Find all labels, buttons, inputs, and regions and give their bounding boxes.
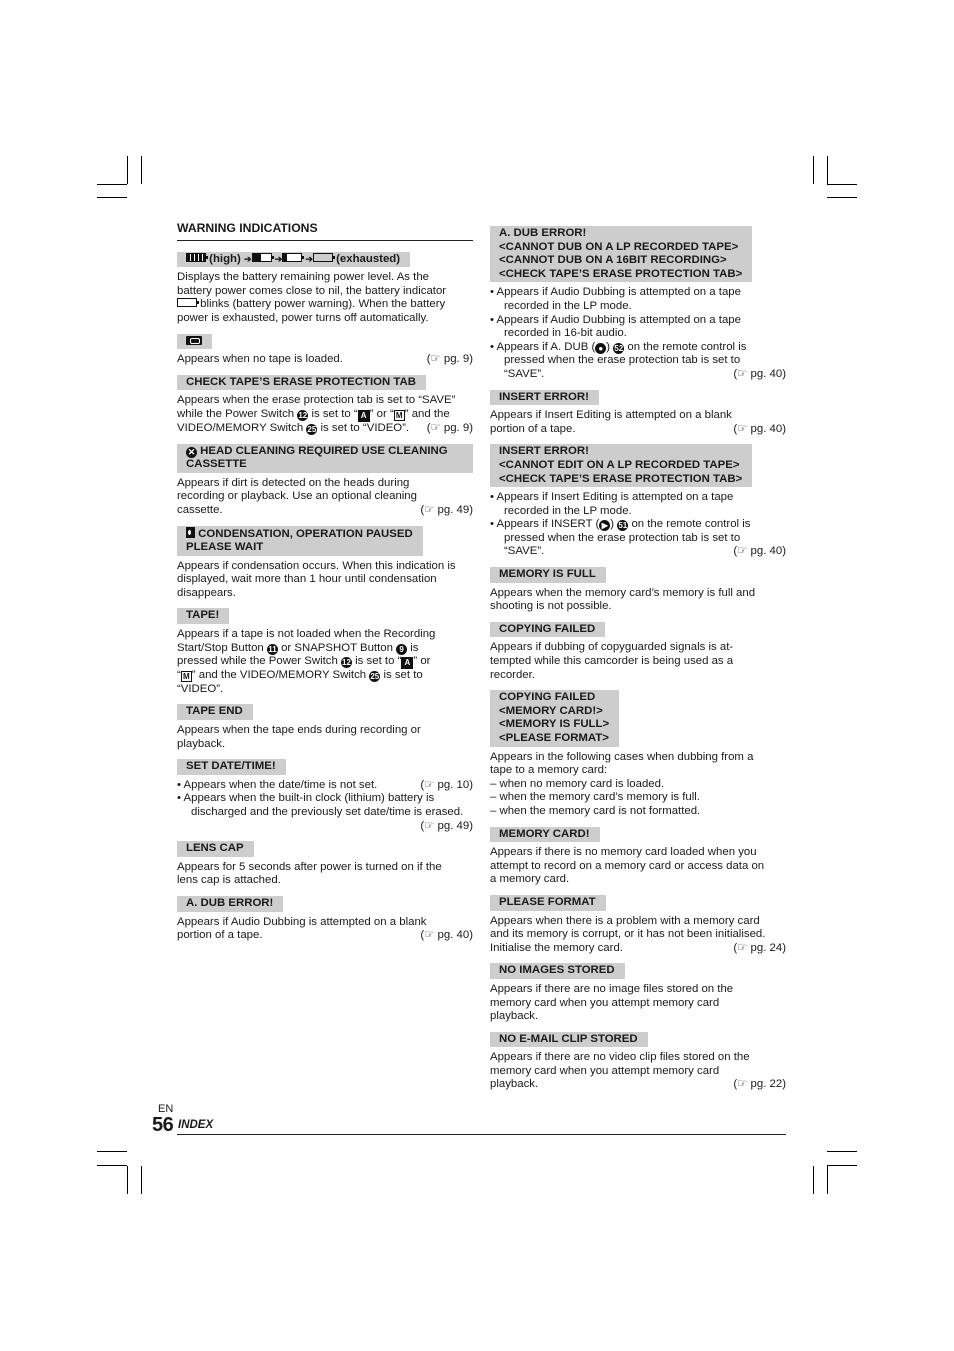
copying-failed-detail-description: Appears in the following cases when dubbing from a tape to a memory card: – when no memory card is loaded. – when the memory card’s memory is full. – when the memory card is not formatted. <box>490 750 754 817</box>
adub-error-tag: A. DUB ERROR! <box>177 896 283 912</box>
crop-mark <box>141 1166 142 1194</box>
auto-mode-icon: A <box>401 657 413 669</box>
crop-mark <box>827 1166 828 1194</box>
number-52-icon: 52 <box>614 343 624 353</box>
right-column <box>490 226 786 1100</box>
crop-mark <box>827 156 828 184</box>
adub-error-list <box>490 286 786 381</box>
list-item: • Appears if A. DUB ( ● ) 52 on the remote control is pressed when the erase protection tab is set to (☞ pg. 40) “SAVE”. <box>490 340 786 380</box>
battery-full-icon <box>186 253 206 262</box>
lens-cap-description: Appears for 5 seconds after power is turned on if the lens cap is attached. <box>177 860 442 887</box>
arrow-icon: ➔ <box>305 253 313 264</box>
please-format-tag: PLEASE FORMAT <box>490 895 606 911</box>
no-email-clip-block <box>490 1032 786 1092</box>
condensation-tag: CONDENSATION, OPERATION PAUSED PLEASE WAIT <box>177 526 423 556</box>
condensation-description: Appears if condensation occurs. When this indication is displayed, wait more than 1 hour until condensation disappears. <box>177 559 456 599</box>
left-column <box>177 222 473 951</box>
tape-end-tag: TAPE END <box>177 704 253 720</box>
head-cleaning-icon: ✕ <box>187 446 196 457</box>
no-images-block <box>490 963 786 1023</box>
no-images-tag: NO IMAGES STORED <box>490 963 625 979</box>
lens-cap-tag: LENS CAP <box>177 841 254 857</box>
erase-protection-block <box>177 375 473 436</box>
set-date-tag: SET DATE/TIME! <box>177 759 286 775</box>
set-date-list <box>177 779 473 833</box>
copying-failed-block <box>490 622 786 682</box>
arrow-icon: ➔ <box>274 253 283 264</box>
memory-card-description: Appears if there is no memory card loaded when you attempt to record on a memory card or access data on a memory card. <box>490 846 765 886</box>
insert-error-detail-tag: INSERT ERROR! <CANNOT EDIT ON A LP RECORDED TAPE> <CHECK TAPE’S ERASE PROTECTION TAB> <box>490 444 752 487</box>
number-25-icon: 25 <box>370 672 380 682</box>
memory-card-block <box>490 827 786 887</box>
crop-mark <box>827 1151 857 1152</box>
erase-protection-description: Appears when the erase protection tab is set to “SAVE” while the Power Switch 12 is set to “ A ” or “ M ” and the (☞ pg. 9) VIDEO/MEMORY Switch 25 is set to “VIDEO”. <box>177 394 473 434</box>
head-cleaning-tag: ✕ HEAD CLEANING REQUIRED USE CLEANING CASSETTE <box>177 444 473 473</box>
please-format-block <box>490 895 786 955</box>
battery-mid-icon <box>252 253 272 262</box>
no-tape-block <box>177 334 473 367</box>
crop-mark <box>97 1151 127 1152</box>
tape-end-block <box>177 704 473 751</box>
list-item: (☞ pg. 10) • Appears when the date/time is not set. <box>177 778 473 791</box>
condensation-icon <box>186 527 195 538</box>
battery-empty-icon <box>177 298 197 307</box>
memory-full-block <box>490 567 786 614</box>
crop-mark <box>813 1166 814 1194</box>
battery-description: Displays the battery remaining power level. As the battery power comes close to nil, the battery indicator blinks (battery power warning). When the battery power is exhausted, power turns off automatically. <box>177 271 447 324</box>
crop-mark <box>827 197 857 198</box>
cassette-icon <box>186 336 202 345</box>
tape-block <box>177 608 473 696</box>
adub-error-detail-tag: A. DUB ERROR! <CANNOT DUB ON A LP RECORDED TAPE> <CANNOT DUB ON A 16BIT RECORDING> <CHECK TAPE’S ERASE PROTECTION TAB> <box>490 226 752 282</box>
number-9-icon: 9 <box>396 644 407 655</box>
adub-error-description: Appears if Audio Dubbing is attempted on a blank (☞ pg. 40) portion of a tape. <box>177 915 473 942</box>
no-images-description: Appears if there are no image files stored on the memory card when you attempt memory card playback. <box>490 982 734 1023</box>
insert-error-block <box>490 390 786 437</box>
battery-low-icon <box>282 253 302 262</box>
no-tape-tag <box>177 334 212 350</box>
crop-mark <box>127 156 128 184</box>
crop-mark <box>97 197 127 198</box>
number-11-icon: 11 <box>268 644 277 654</box>
list-item: • Appears if INSERT ( ▶ ) 51 on the remote control is pressed when the erase protection tab is set to (☞ pg. 40) “SAVE”. <box>490 518 786 558</box>
tape-tag: TAPE! <box>177 608 229 624</box>
list-item: • Appears if Audio Dubbing is attempted on a tape recorded in 16-bit audio. <box>490 313 741 340</box>
tape-description: Appears if a tape is not loaded when the Recording Start/Stop Button 11 or SNAPSHOT Button 9 is pressed while the Power Switch 12 is set to “ A ” or “ M ” and the VIDEO/MEMORY Switch 25 is set to “VIDEO”. <box>177 628 436 695</box>
manual-mode-icon: M <box>181 671 192 682</box>
language-label: EN <box>158 1103 174 1115</box>
set-date-block <box>177 759 473 833</box>
number-25-icon: 25 <box>307 424 317 434</box>
head-cleaning-block <box>177 444 473 518</box>
list-item: • Appears if Audio Dubbing is attempted on a tape recorded in the LP mode. <box>490 286 741 312</box>
copying-failed-detail-block <box>490 690 786 818</box>
section-title: WARNING INDICATIONS <box>177 222 473 241</box>
condensation-block <box>177 526 473 601</box>
manual-mode-icon: M <box>394 410 405 421</box>
insert-error-description: Appears if Insert Editing is attempted on a blank (☞ pg. 40) portion of a tape. <box>490 409 786 435</box>
copying-failed-detail-tag: COPYING FAILED <MEMORY CARD!> <MEMORY IS FULL> <PLEASE FORMAT> <box>490 690 619 746</box>
battery-empty-icon <box>313 253 333 262</box>
play-icon: ▶ <box>599 520 610 531</box>
please-format-description: Appears when there is a problem with a memory card and its memory is corrupt, or it has not been initialised. (☞ pg. 24) Initialise the memory card. <box>490 914 786 954</box>
memory-full-tag: MEMORY IS FULL <box>490 567 606 583</box>
arrow-icon: ➔ <box>243 253 252 264</box>
no-email-clip-description: Appears if there are no video clip files stored on the memory card when you attempt memory card (☞ pg. 22) playback. <box>490 1051 786 1091</box>
copying-failed-description: Appears if dubbing of copyguarded signals is at- tempted while this camcorder is being used as a recorder. <box>490 641 734 681</box>
crop-mark <box>827 1165 857 1166</box>
memory-card-tag: MEMORY CARD! <box>490 827 600 843</box>
number-12-icon: 12 <box>298 410 308 420</box>
list-item: • Appears if Insert Editing is attempted on a tape recorded in the LP mode. <box>490 491 734 517</box>
no-tape-description: (☞ pg. 9) Appears when no tape is loaded. <box>177 353 473 366</box>
copying-failed-tag: COPYING FAILED <box>490 622 605 638</box>
crop-mark <box>813 156 814 184</box>
adub-button-icon: ● <box>595 343 606 354</box>
number-51-icon: 51 <box>618 521 628 531</box>
battery-indicator-block <box>177 252 473 326</box>
no-email-clip-tag: NO E-MAIL CLIP STORED <box>490 1032 648 1048</box>
section-label: INDEX <box>178 1119 214 1131</box>
insert-error-tag: INSERT ERROR! <box>490 390 599 406</box>
adub-error-detail-block <box>490 226 786 382</box>
auto-mode-icon: A <box>358 410 370 422</box>
insert-error-detail-block <box>490 444 786 559</box>
erase-protection-tag: CHECK TAPE’S ERASE PROTECTION TAB <box>177 375 426 391</box>
crop-mark <box>97 184 127 185</box>
footer-divider <box>177 1134 786 1135</box>
battery-tag: (high) ➔ ➔ ➔ (exhausted) <box>177 252 410 268</box>
crop-mark <box>127 1166 128 1194</box>
crop-mark <box>827 184 857 185</box>
page-number: 56 <box>152 1114 174 1136</box>
crop-mark <box>97 1165 127 1166</box>
lens-cap-block <box>177 841 473 888</box>
tape-end-description: Appears when the tape ends during recording or playback. <box>177 724 421 750</box>
memory-full-description: Appears when the memory card’s memory is full and shooting is not possible. <box>490 586 756 613</box>
head-cleaning-description: Appears if dirt is detected on the heads during recording or playback. Use an optional cleaning (☞ pg. 49) cassette. <box>177 476 473 516</box>
number-12-icon: 12 <box>342 658 351 668</box>
crop-mark <box>141 156 142 184</box>
adub-error-block <box>177 896 473 943</box>
insert-error-list <box>490 491 786 559</box>
list-item: • Appears when the built-in clock (lithium) battery is discharged and the previously set date/time is erased. (☞ pg. 49) <box>177 792 473 832</box>
